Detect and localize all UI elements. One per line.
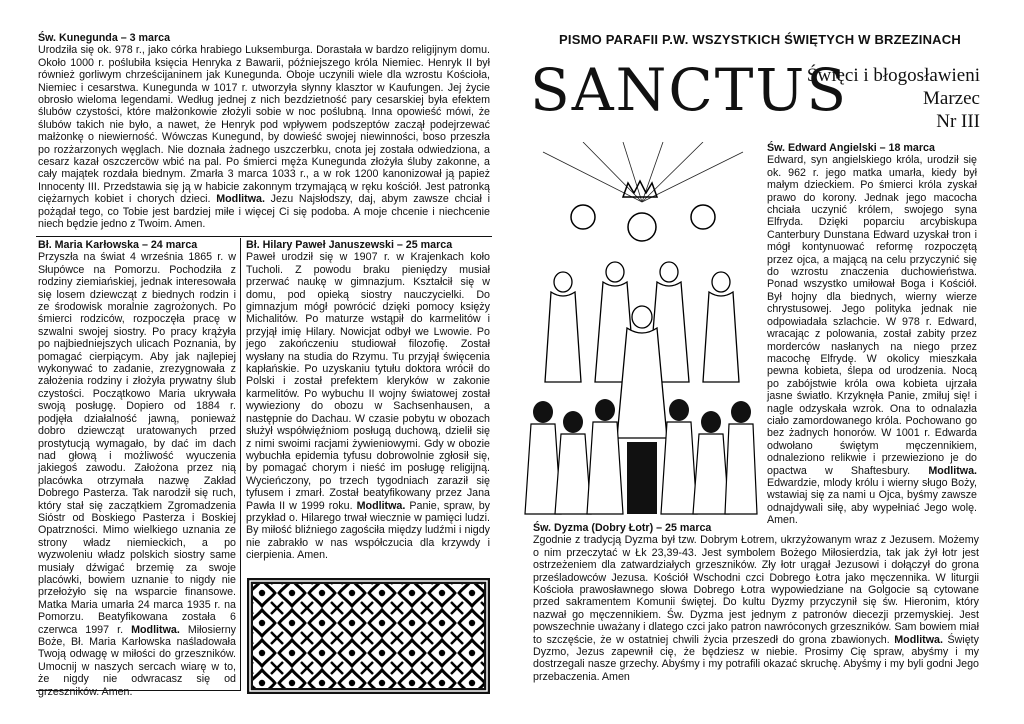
article-text: Zgodnie z tradycją Dyzma był tzw. Dobrym Łotrem, ukrzyżowanym wraz z Jezusem. Możemy o nim przeczytać w Łk 23,39-43. Jest symbolem Bożego Miłosierdzia, tak jak żył łotr jest ostrzeżeniem dla zatwardziałych grzeszników. Zły łotr urągał Jezusowi i dołączył do grona prześladowców Jezusa. Kościół Wschodni czci Dobrego Łotra jako męczennika. W liturgii Kościoła prawosławnego słowa Dobrego Łotra wypowiedziane na Golgocie są cytowane przed sakramentem Komunii świętej. Do kultu Dyzmy przyczynił się św. Hieronim, który nazwał go męczennikiem. Św. Dyzma jest jednym z patronów diecezji przemyskiej. Jest powszechnie uważany i dlatego czci jako patron nawróconych grzeszników. Sam bowiem miał to szczęście, że w ostatniej chwili życia przeszedł do grona zbawionych. <box>533 534 979 646</box>
prayer-text: Edwardzie, mlody królu i wierny sługo Boży, wstawiaj się za nami u Ojca, byśmy zawsze odnajdywali siłę, aby wypełniać Jego wolę. Amen. <box>767 476 977 527</box>
prayer-label: Modlitwa. <box>928 464 977 477</box>
prayer-text: Panie, spraw, by przykład o. Hilarego trwał wiecznie w pamięci ludzi. By miłość bliźniego zagościła między ludźmi i nigdy nie zabrakło w nas współczucia dla krzywdy i cierpienia. Amen. <box>246 499 490 562</box>
article-body <box>38 251 236 698</box>
article-body <box>246 251 490 561</box>
prayer-text: Święty Dyzmo, Jezus zapewnił cię, że będziesz w niebie. Prosimy Cię spraw, abyśmy i my dostrzegali nasze grzechy. Abyśmy i my potrafili okazać skruchę. Abyśmy i my byli godni Jego przebaczenia. Amen <box>533 633 979 683</box>
article-heading: Św. Edward Angielski – 18 marca <box>767 142 935 154</box>
masthead-title: PISMO PARAFII P.W. WSZYSTKICH ŚWIĘTYCH W BRZEZINACH <box>559 32 961 47</box>
article-body <box>38 44 490 230</box>
article-dyzma <box>533 522 979 683</box>
article-text: Przyszła na świat 4 września 1865 r. w Słupówce na Pomorzu. Pochodziła z rodziny ziemiańskiej, jednak interesowała się losem dziewcząt z biednych rodzin i ze środowisk moralnie zagrożonych. Po śmierci rodziców, rozpoczęła pracę w szwalni swojej siostry. Po pracy krążyła po najbiedniejszych ulicach Poznania, by pomagać cierpiącym. Aby jak najlepiej wykonywać to zadanie, zrezygnowała z założenia rodziny i złożyła prywatny ślub czystości. Początkowo Maria ukrywała swoją posługę. Dopiero od 1884 r. podjęła działalność jawną, ponieważ dobro dziewcząt uratowanych przed prostytucją wymagało, by dać im dach nad głową i możliwość wyuczenia jakiegoś zawodu. Założona przez nią placówka otrzymała nazwę Zakład Dobrego Pasterza. Tak narodził się ruch, który stał się zaczątkiem Zgromadzenia Sióstr od Boskiego Pasterza i Boskiej Opatrzności. Mimo wielkiego uznania ze strony władz niemieckich, a po wyzwoleniu władz polskich siostry same musiały dźwigać brzemię za swoje placówki, bowiem uznanie to nigdy nie przełożyło się na wsparcie finansowe. Matka Maria umarła 24 marca 1935 r. na Pomorzu. Beatyfikowana została 6 czerwca 1997 r. <box>38 251 236 636</box>
article-text: Urodziła się ok. 978 r., jako córka hrabiego Luksemburga. Dorastała w bardzo religijnym domu. Około 1000 r. poślubiła księcia Henryka z Bawarii, późniejszego króla Niemiec. Henryk II był również gorliwym chrześcijaninem jak Kunegunda. Oboje uczynili wiele dla wzrostu Kościoła, Niemiec i cesarstwa. Kunegunda w 1017 r. utworzyła słynny klasztor w Kaufungen. Jej życie obrosło wieloma legendami. Według jednej z nich bezdzietność pary cesarskiej była efektem ślubów czystości, które małżonkowie złożyli sobie w noc poślubną. Inna opowieść mówi, że ślubów takich nie było, a nawet, że Henryk pod wpływem podszeptów zaczął podejrzewać małżonkę o niewierność. Wówczas Kunegund, by dowieść swojej niewinności, boso przeszła po rozżarzonych węglach. Nie doznała żadnego uszczerbku, cnota jej została odwiedziona, a cesarz kazał oszczercöw wbić na pal. Po śmierci męża Kunegunda złożyła śluby zakonne, a cały majątek rozdała biednym. Zmarła 3 marca 1033 r., a w rok 1200 kanonizował ją papież Innocenty III. Przedstawia się ją w habicie zakonnym trzymającą w ręku kościół. Jest patronką ciężarnych kobiet i chorych dzieci. <box>38 44 490 206</box>
article-text: Paweł urodził się w 1907 r. w Krajenkach koło Tucholi. Z powodu braku pieniędzy musiał przerwać naukę w gimnazjum. Kształcił się w domu, pod opieką siostry nauczycielki. Do gimnazjum mógł powrócić dzięki pomocy księży Michalitów. Po maturze wstąpił do karmelitów i przyjął imię Hilary. Nowicjat odbył we Lwowie. Po jego zakończeniu studiował filozofię. Został wysłany na studia do Rzymu. Tu przyjął święcenia kapłańskie. Po uzyskaniu tytułu doktora wrócił do Polski i został prefektem kleryków w zakonie karmelitów. Po wybuchu II wojny światowej został wywieziony do obozu w Sachsenhausen, a następnie do Dachau. W czasie pobytu w obozach służył współwięźniom posługą duchową, dzielił się z nimi swoimi racjami żywieniowymi. Gdy w obozie wybuchła epidemia tyfusu dobrowolnie zgłosił się, by pomagać chorym i nieść im posługę religijną. Wycieńczony, po trzech tygodniach zaraził się tyfusem i zmarł. Został beatyfikowany przez Jana Pawła II w 1999 roku. <box>246 251 490 512</box>
prayer-label: Modlitwa. <box>131 623 180 636</box>
article-heading: Bł. Maria Karłowska – 24 marca <box>38 239 198 251</box>
article-edward <box>767 142 977 527</box>
article-body <box>533 534 979 683</box>
issue-number: Nr III <box>936 111 980 132</box>
prayer-text: Miłosierny Boże, Bł. Maria Karłowska naśladowała Twoją odwagę w miłości do grzeszników. Umocnij w naszych sercach wiarę w to, że nigdy nie odwracasz się od grzeszników. Amen. <box>38 623 236 698</box>
article-text: Edward, syn angielskiego króla, urodził się ok. 962 r. jego matka umarła, kiedy był małym dzieckiem. Po śmierci króla zyskał prawo do korony. Jednak jego macocha chciała uczynić królem, swojego syna Elfryda. Dzięki poparciu arcybiskupa Canterbury Dunstana Edward uzyskał tron i mógł kontynuować reformę rozpoczętą przez ojca, a mającą na celu przyczynić się do wzrostu znaczenia duchowieństwa. Ponad wszystko umiłował Boga i Kościół. Był hojny dla biednych, wierny wierze chrystusowej. Jego polityka jednak nie odpowiadała szlachcie. W 978 r. Edward, wracając z polowania, został zabity przez morderców nasłanych na niego przez macochę Elfrydę. W okolicy mieszkała pewna kobieta, ślepa od urodzenia. Nocą po zabójstwie króla owa kobieta ujrzała jasne światło. Krzyknęła Panie, zmiłuj się! i nagle odzyskała wzrok. Ona to odnalazła ciało zamordowanego króla. Pochowano go bez żadnych honorów. W 1001 r. Edwarda odwołano świętym męczennikiem, odnaleziono relikwie i przewieziono je do opactwa w Shaftesbury. <box>767 154 977 477</box>
article-heading: Św. Dyzma (Dobry Łotr) – 25 marca <box>533 522 712 534</box>
prayer-label: Modlitwa. <box>216 193 265 206</box>
article-januszewski <box>246 239 490 562</box>
article-heading: Bł. Hilary Paweł Januszewski – 25 marca <box>246 239 453 251</box>
prayer-label: Modlitwa. <box>894 633 943 646</box>
article-heading: Św. Kunegunda – 3 marca <box>38 32 171 44</box>
prayer-text: Jezu Najsłodszy, daj, abym zawsze chciał i pożądał tego, co Tobie jest bardziej miłe i więcej Ci się podoba. A moje chcenie i niechcenie niech będzie jedno z Twoim. Amen. <box>38 193 490 231</box>
article-karlowska <box>38 239 236 698</box>
divider-top-section <box>36 236 492 237</box>
issue-month: Marzec <box>923 88 980 109</box>
article-body <box>767 154 977 526</box>
prayer-label: Modlitwa. <box>356 499 406 512</box>
saints-illustration <box>523 142 761 522</box>
sanctus-logo: SANCTUS <box>530 56 849 124</box>
divider-bottom-columns <box>240 238 241 690</box>
ornament-border-image <box>247 578 490 694</box>
issue-subtitle: Święci i błogosławieni <box>806 65 980 86</box>
article-kunegunda <box>38 32 490 231</box>
